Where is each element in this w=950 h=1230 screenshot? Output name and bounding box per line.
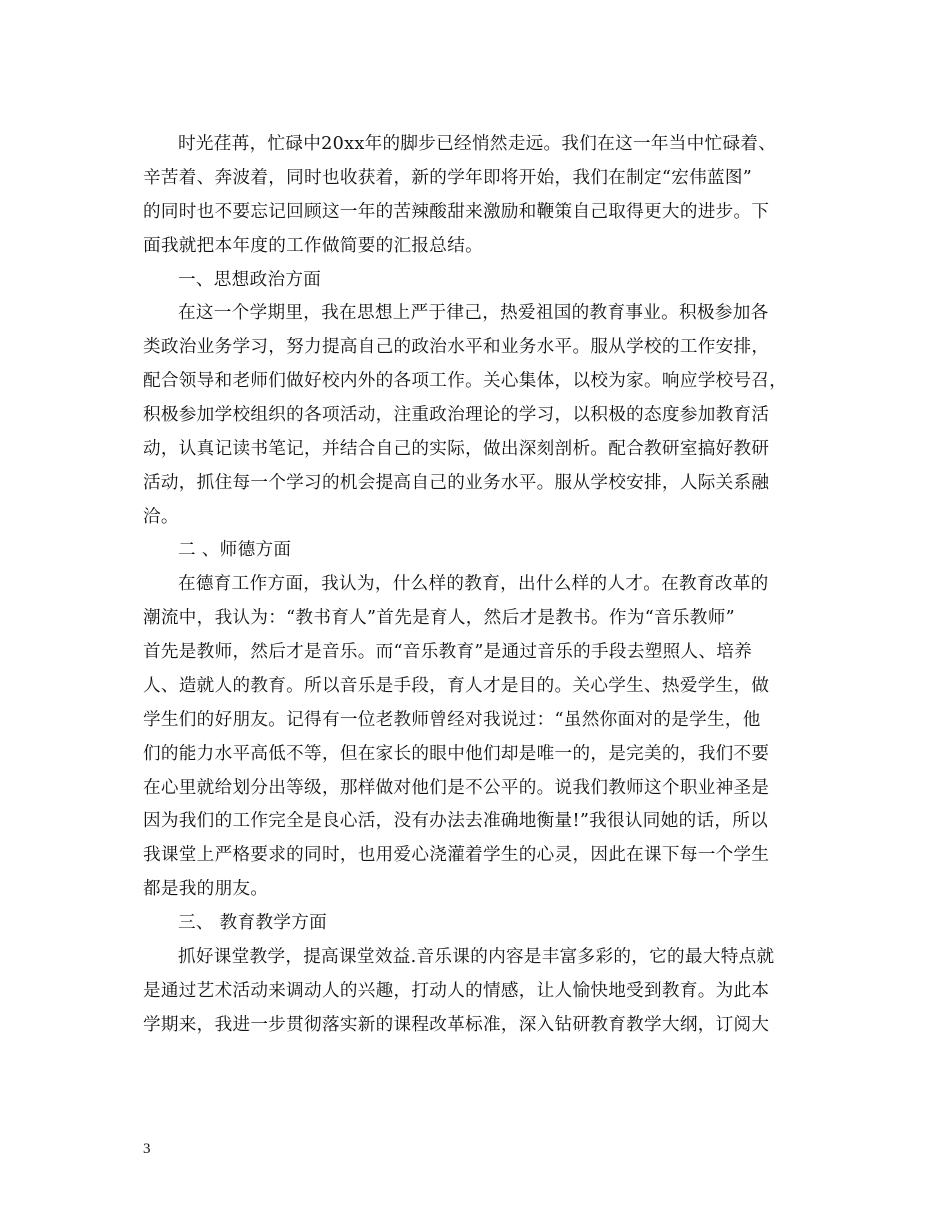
paragraph-line: 积极参加学校组织的各项活动，注重政治理论的学习，以积极的态度参加教育活 (143, 405, 770, 425)
paragraph-line: 在德育工作方面，我认为，什么样的教育，出什么样的人才。在教育改革的 (178, 574, 769, 594)
paragraph-line: 因为我们的工作完全是良心活，没有办法去准确地衡量!”我很认同她的话，所以 (143, 811, 769, 831)
paragraph-line: 们的能力水平高低不等，但在家长的眼中他们却是唯一的，是完美的，我们不要 (143, 744, 770, 764)
paragraph-line: 人、造就人的教育。所以音乐是手段，育人才是目的。关心学生、热爱学生，做 (143, 676, 770, 696)
paragraph-line: 学期来，我进一步贯彻落实新的课程改革标准，深入钻研教育教学大纲，订阅大 (143, 1015, 770, 1035)
paragraph-line: 在这一个学期里，我在思想上严于律己，热爱祖国的教育事业。积极参加各 (178, 303, 769, 323)
paragraph-line: 类政治业务学习，努力提高自己的政治水平和业务水平。服从学校的工作安排， (143, 337, 770, 357)
paragraph-line: 抓好课堂教学，提高课堂效益.音乐课的内容是丰富多彩的，它的最大特点就 (178, 947, 775, 967)
paragraph-line: 洽。 (143, 507, 179, 527)
paragraph-line: 辛苦着、奔波着，同时也收获着，新的学年即将开始，我们在制定“宏伟蓝图” (143, 168, 753, 188)
paragraph-line: 我课堂上严格要求的同时，也用爱心浇灌着学生的心灵，因此在课下每一个学生 (143, 845, 770, 865)
section-heading: 一、思想政治方面 (178, 270, 322, 290)
section-heading: 三、 教育教学方面 (178, 913, 328, 933)
paragraph-line: 面我就把本年度的工作做简要的汇报总结。 (143, 236, 483, 256)
paragraph-line: 时光荏苒，忙碌中20xx年的脚步已经悄然走远。我们在这一年当中忙碌着、 (178, 134, 777, 154)
paragraph-line: 潮流中，我认为：“教书育人”首先是育人，然后才是教书。作为“音乐教师” (143, 608, 735, 628)
paragraph-line: 的同时也不要忘记回顾这一年的苦辣酸甜来激励和鞭策自己取得更大的进步。下 (143, 202, 770, 222)
paragraph-line: 配合领导和老师们做好校内外的各项工作。关心集体，以校为家。响应学校号召， (143, 371, 788, 391)
paragraph-line: 学生们的好朋友。记得有一位老教师曾经对我说过：“虽然你面对的是学生，他 (143, 710, 761, 730)
page-number: 3 (143, 1141, 151, 1157)
paragraph-line: 活动，抓住每一个学习的机会提高自己的业务水平。服从学校安排，人际关系融 (143, 473, 770, 493)
section-heading: 二 、师德方面 (178, 540, 292, 560)
paragraph-line: 首先是教师，然后才是音乐。而“音乐教育”是通过音乐的手段去塑照人、培养 (143, 642, 753, 662)
paragraph-line: 动，认真记读书笔记，并结合自己的实际，做出深刻剖析。配合教研室搞好教研 (143, 439, 770, 459)
paragraph-line: 都是我的朋友。 (143, 879, 269, 899)
paragraph-line: 在心里就给划分出等级，那样做对他们是不公平的。说我们教师这个职业神圣是 (143, 778, 770, 798)
paragraph-line: 是通过艺术活动来调动人的兴趣，打动人的情感，让人愉快地受到教育。为此本 (143, 981, 770, 1001)
